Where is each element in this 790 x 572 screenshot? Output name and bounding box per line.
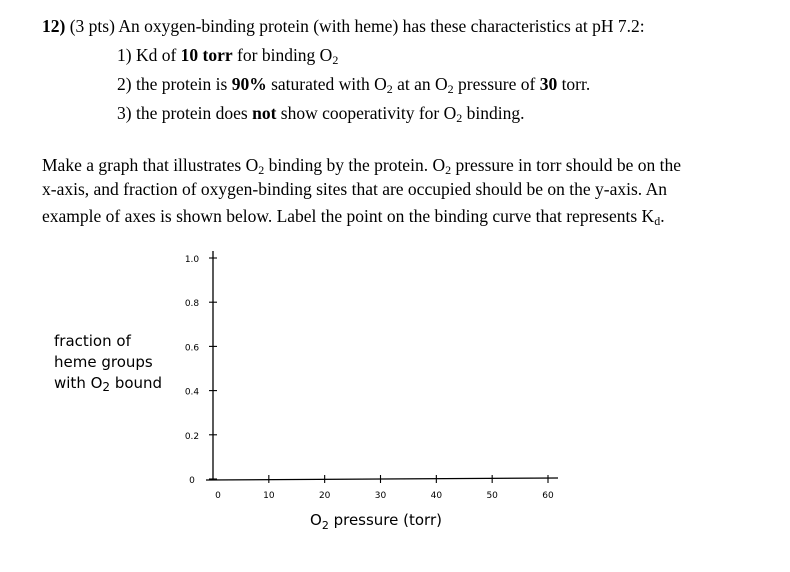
item-3-sub: 2 — [456, 111, 463, 125]
y-tick-label: 1.0 — [184, 255, 200, 265]
x-tick-label: 10 — [263, 491, 275, 501]
instr-3a: example of axes is shown below. Label the point on the binding curve that represents K — [42, 206, 655, 226]
x-tick-label: 50 — [486, 491, 498, 501]
item-1-sub: 2 — [332, 53, 339, 67]
item-1-text: 1) Kd of — [117, 45, 181, 65]
x-tick-label: 20 — [318, 491, 331, 501]
y-tick-label: 0 — [189, 476, 195, 486]
y-label-3a: with O — [54, 374, 103, 392]
item-3-tail: binding. — [462, 103, 525, 123]
item-2-suffix: saturated with O — [266, 74, 387, 94]
instr-1b: binding by the protein. O — [264, 155, 446, 175]
y-tick-label: 0.8 — [184, 299, 200, 310]
y-label-3-sub: 2 — [102, 380, 111, 394]
item-2-tail: at an O — [392, 74, 448, 94]
question-number: 12) — [42, 16, 66, 36]
item-3-text: 3) the protein does — [117, 103, 253, 123]
instr-1-sub2: 2 — [445, 163, 452, 177]
item-2-tail2: pressure of — [453, 74, 540, 94]
question-intro: An oxygen-binding protein (with heme) has these characteristics at pH 7.2: — [118, 16, 645, 36]
instr-1c: pressure in torr should be on the — [451, 155, 681, 175]
item-3-bold: not — [252, 103, 277, 123]
item-2-bold2: 30 — [539, 74, 558, 94]
instr-3-sub: d — [654, 214, 661, 228]
instr-1-sub: 2 — [258, 163, 265, 177]
y-tick-label: 0.6 — [184, 343, 200, 354]
item-1-suffix: for binding O — [232, 45, 333, 65]
item-2-bold: 90% — [231, 74, 267, 94]
x-tick-label: 60 — [542, 491, 554, 501]
x-tick-label: 30 — [374, 491, 387, 501]
item-1-bold: 10 torr — [180, 45, 233, 65]
y-label-3b: bound — [110, 374, 163, 392]
item-2-tail3: torr. — [557, 74, 591, 94]
x-tick-label: 0 — [215, 491, 221, 501]
instr-1a: Make a graph that illustrates O — [42, 155, 259, 175]
x-axis-line — [206, 478, 558, 480]
instr-3b: . — [660, 206, 665, 226]
question-points: (3 pts) — [69, 16, 115, 36]
item-2-text: 2) the protein is — [117, 74, 232, 94]
item-2-sub2: 2 — [447, 82, 454, 96]
item-2-sub: 2 — [386, 82, 393, 96]
y-axis-label-line-1: fraction of — [54, 332, 131, 350]
x-tick-label: 40 — [430, 491, 443, 501]
y-tick-label: 0.2 — [184, 431, 200, 442]
item-3-suffix: show cooperativity for O — [276, 103, 457, 123]
x-axis-label: $O_2$ pressure (torr) — [310, 511, 442, 532]
y-axis-label-line-2: heme groups — [54, 353, 153, 371]
instructions-line-2: x-axis, and fraction of oxygen-binding sites that are occupied should be on the y-axis. An — [42, 179, 667, 199]
y-tick-label: 0.4 — [184, 387, 200, 398]
